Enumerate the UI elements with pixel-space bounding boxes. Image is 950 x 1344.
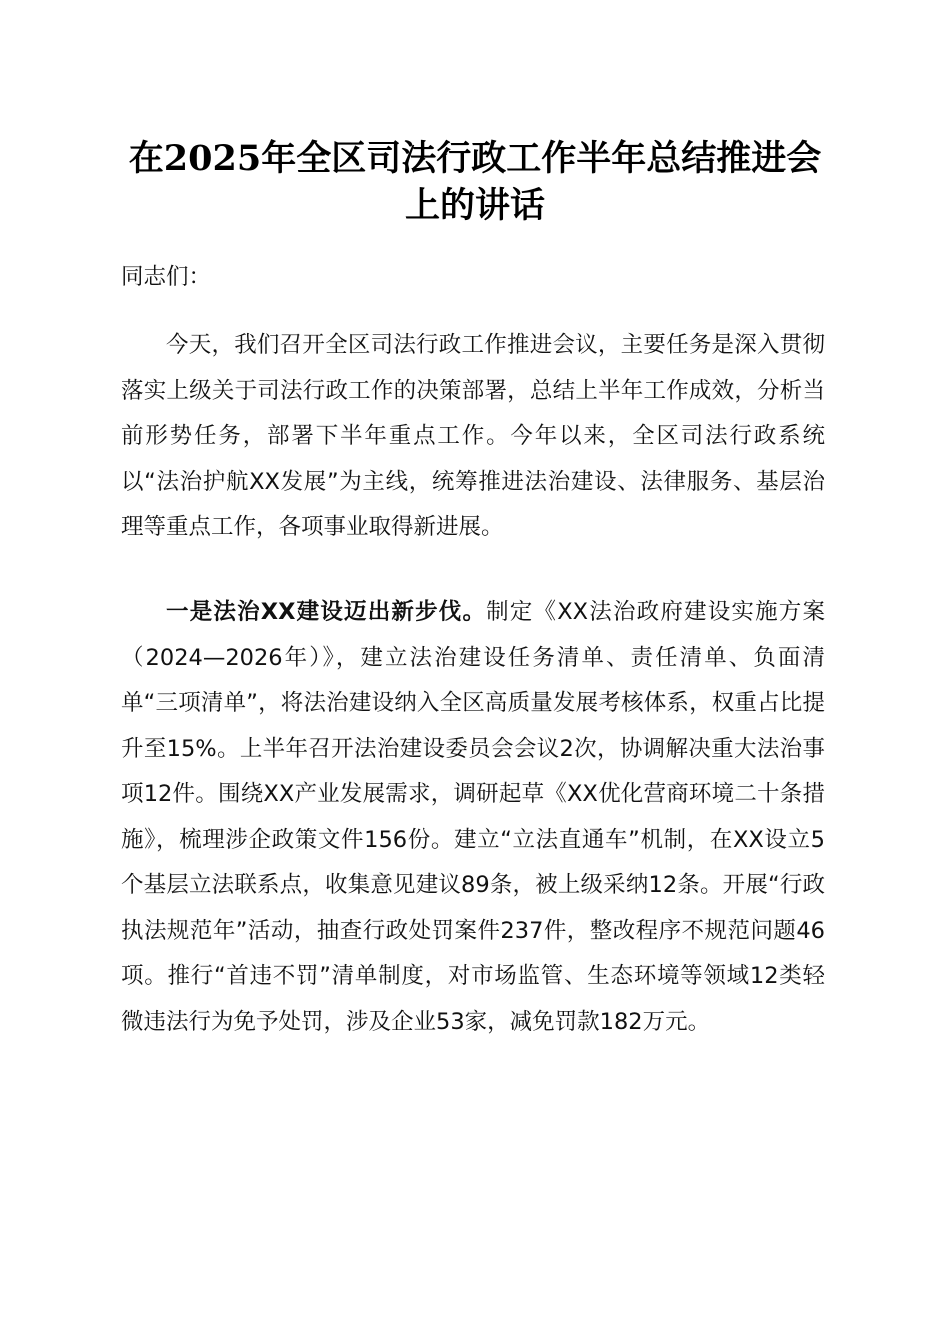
paragraph-rule-of-law — [121, 590, 825, 1045]
document-title-line2: 上的讲话 — [404, 185, 545, 226]
salutation: 同志们： — [121, 264, 212, 290]
paragraph-body-text: 制定《XX法治政府建设实施方案（2024—2026年）》，建立法治建设任务清单、责任清单、负面清单“三项清单”，将法治建设纳入全区高质量发展考核体系，权重占比提升至15%。上半年召开法治建设委员会会议2次，协调解决重大法治事项12件。围绕XX产业发展需求，调研起草《XX优化营商环境二十条措施》，梳理涉企政策文件156份。建立“立法直通车”机制，在XX设立5个基层立法联系点，收集意见建议89条，被上级采纳12条。开展“行政执法规范年”活动，抽查行政处罚案件237件，整改程序不规范问题46项。推行“首违不罚”清单制度，对市场监管、生态环境等领域12类轻微违法行为免予处罚，涉及企业53家，减免罚款182万元。 — [121, 599, 825, 1035]
document-title-line1: 在2025年全区司法行政工作半年总结推进会 — [128, 138, 822, 179]
paragraph-intro: 今天，我们召开全区司法行政工作推进会议，主要任务是深入贯彻落实上级关于司法行政工作的决策部署，总结上半年工作成效，分析当前形势任务，部署下半年重点工作。今年以来，全区司法行政系统以“法治护航XX发展”为主线，统筹推进法治建设、法律服务、基层治理等重点工作，各项事业取得新进展。 — [121, 332, 825, 540]
paragraph-lead-heading: 一是法治XX建设迈出新步伐。 — [166, 599, 487, 625]
